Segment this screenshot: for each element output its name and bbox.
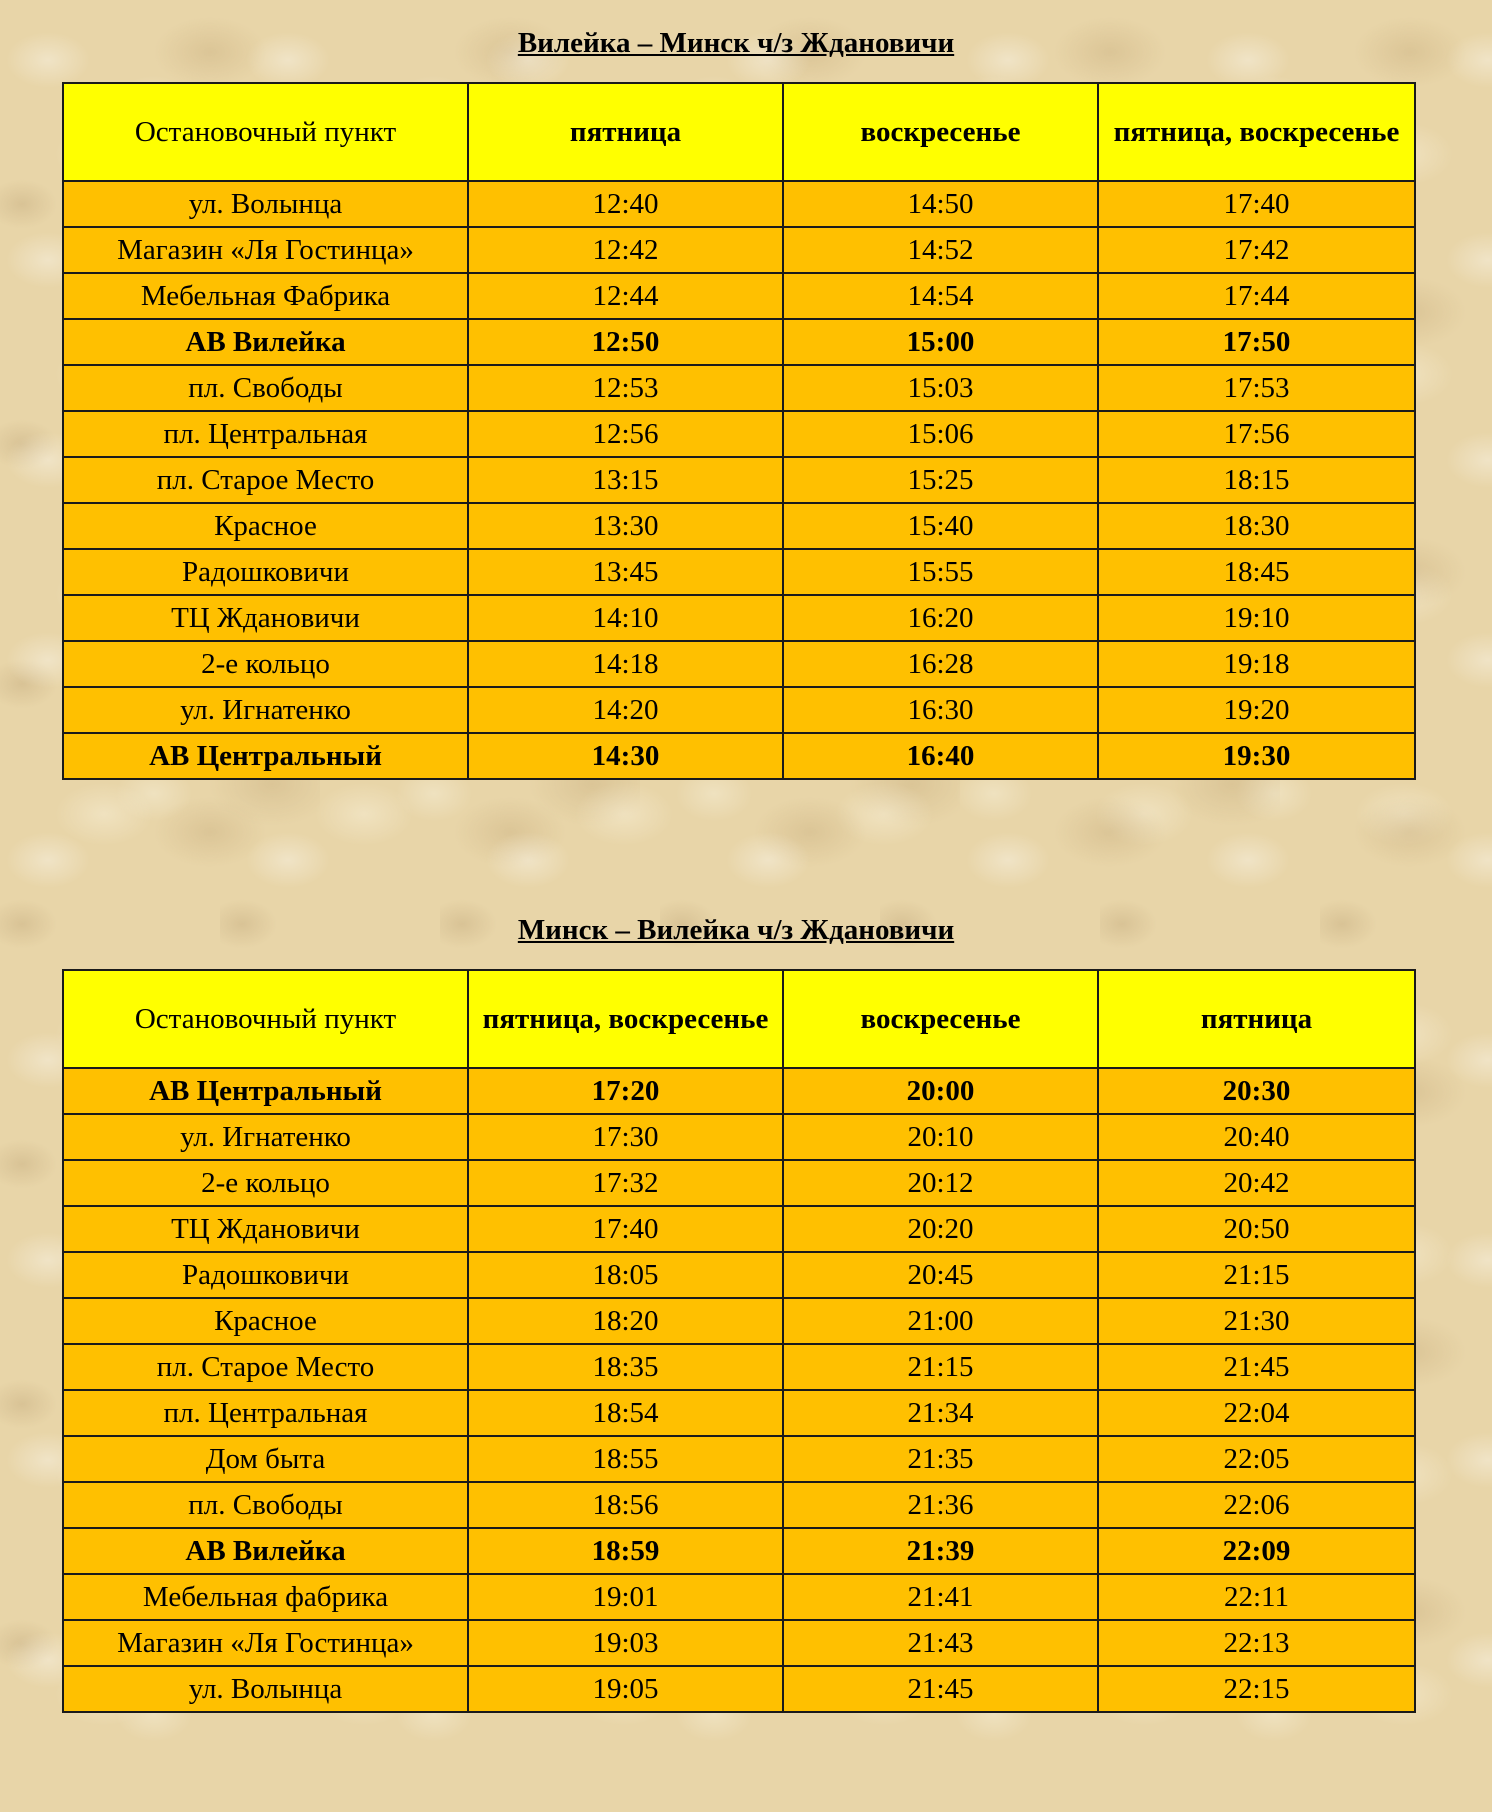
column-header-day: воскресенье <box>783 83 1098 181</box>
stop-name-cell: ул. Игнатенко <box>63 1114 468 1160</box>
stop-name-cell: АВ Вилейка <box>63 319 468 365</box>
departure-time-cell: 17:53 <box>1098 365 1415 411</box>
table-row <box>63 595 1415 641</box>
departure-time-cell: 19:03 <box>468 1620 783 1666</box>
stop-name-cell: 2-е кольцо <box>63 1160 468 1206</box>
departure-time-cell: 21:39 <box>783 1528 1098 1574</box>
departure-time-cell: 19:05 <box>468 1666 783 1712</box>
departure-time-cell: 13:15 <box>468 457 783 503</box>
stop-name-cell: ТЦ Ждановичи <box>63 595 468 641</box>
departure-time-cell: 21:00 <box>783 1298 1098 1344</box>
departure-time-cell: 14:50 <box>783 181 1098 227</box>
header-row <box>63 970 1415 1068</box>
departure-time-cell: 20:12 <box>783 1160 1098 1206</box>
departure-time-cell: 21:36 <box>783 1482 1098 1528</box>
table-row <box>63 1114 1415 1160</box>
departure-time-cell: 21:30 <box>1098 1298 1415 1344</box>
table-row <box>63 1620 1415 1666</box>
header-row <box>63 83 1415 181</box>
column-header-stop: Остановочный пункт <box>63 83 468 181</box>
departure-time-cell: 18:20 <box>468 1298 783 1344</box>
departure-time-cell: 19:20 <box>1098 687 1415 733</box>
departure-time-cell: 17:42 <box>1098 227 1415 273</box>
table-row <box>63 733 1415 779</box>
schedule-title-vileyka-minsk: Вилейка – Минск ч/з Ждановичи <box>517 27 955 59</box>
departure-time-cell: 14:18 <box>468 641 783 687</box>
departure-time-cell: 21:15 <box>1098 1252 1415 1298</box>
stop-name-cell: пл. Свободы <box>63 1482 468 1528</box>
departure-time-cell: 17:20 <box>468 1068 783 1114</box>
departure-time-cell: 19:01 <box>468 1574 783 1620</box>
table-body <box>63 1068 1415 1712</box>
table-row <box>63 1482 1415 1528</box>
table-row <box>63 641 1415 687</box>
stop-name-cell: Мебельная фабрика <box>63 1574 468 1620</box>
departure-time-cell: 18:55 <box>468 1436 783 1482</box>
departure-time-cell: 21:35 <box>783 1436 1098 1482</box>
departure-time-cell: 22:15 <box>1098 1666 1415 1712</box>
departure-time-cell: 18:59 <box>468 1528 783 1574</box>
departure-time-cell: 19:30 <box>1098 733 1415 779</box>
departure-time-cell: 21:45 <box>1098 1344 1415 1390</box>
stop-name-cell: АВ Центральный <box>63 733 468 779</box>
table-row <box>63 1436 1415 1482</box>
departure-time-cell: 16:28 <box>783 641 1098 687</box>
departure-time-cell: 20:45 <box>783 1252 1098 1298</box>
departure-time-cell: 15:03 <box>783 365 1098 411</box>
departure-time-cell: 14:10 <box>468 595 783 641</box>
column-header-day: пятница, воскресенье <box>468 970 783 1068</box>
stop-name-cell: ТЦ Ждановичи <box>63 1206 468 1252</box>
stop-name-cell: Дом быта <box>63 1436 468 1482</box>
departure-time-cell: 14:30 <box>468 733 783 779</box>
departure-time-cell: 21:15 <box>783 1344 1098 1390</box>
departure-time-cell: 17:44 <box>1098 273 1415 319</box>
departure-time-cell: 17:40 <box>468 1206 783 1252</box>
departure-time-cell: 12:40 <box>468 181 783 227</box>
column-header-day: воскресенье <box>783 970 1098 1068</box>
stop-name-cell: Магазин «Ля Гостинца» <box>63 1620 468 1666</box>
table-row <box>63 227 1415 273</box>
stop-name-cell: Мебельная Фабрика <box>63 273 468 319</box>
departure-time-cell: 18:15 <box>1098 457 1415 503</box>
departure-time-cell: 22:04 <box>1098 1390 1415 1436</box>
table-body <box>63 181 1415 779</box>
departure-time-cell: 12:53 <box>468 365 783 411</box>
stop-name-cell: Красное <box>63 1298 468 1344</box>
table-row <box>63 687 1415 733</box>
table-row <box>63 1344 1415 1390</box>
departure-time-cell: 20:00 <box>783 1068 1098 1114</box>
departure-time-cell: 18:56 <box>468 1482 783 1528</box>
departure-time-cell: 20:20 <box>783 1206 1098 1252</box>
departure-time-cell: 16:20 <box>783 595 1098 641</box>
departure-time-cell: 18:54 <box>468 1390 783 1436</box>
departure-time-cell: 13:30 <box>468 503 783 549</box>
table-row <box>63 1574 1415 1620</box>
departure-time-cell: 15:40 <box>783 503 1098 549</box>
table-row <box>63 549 1415 595</box>
table-row <box>63 1252 1415 1298</box>
column-header-stop: Остановочный пункт <box>63 970 468 1068</box>
schedule-table-vileyka-minsk <box>62 82 1416 780</box>
table-row <box>63 1160 1415 1206</box>
departure-time-cell: 22:09 <box>1098 1528 1415 1574</box>
stop-name-cell: Красное <box>63 503 468 549</box>
departure-time-cell: 16:40 <box>783 733 1098 779</box>
departure-time-cell: 12:56 <box>468 411 783 457</box>
departure-time-cell: 15:00 <box>783 319 1098 365</box>
table-row <box>63 1390 1415 1436</box>
column-header-day: пятница, воскресенье <box>1098 83 1415 181</box>
departure-time-cell: 20:50 <box>1098 1206 1415 1252</box>
stop-name-cell: Магазин «Ля Гостинца» <box>63 227 468 273</box>
stop-name-cell: ул. Игнатенко <box>63 687 468 733</box>
stop-name-cell: пл. Свободы <box>63 365 468 411</box>
table-row <box>63 1206 1415 1252</box>
departure-time-cell: 21:43 <box>783 1620 1098 1666</box>
departure-time-cell: 17:40 <box>1098 181 1415 227</box>
column-header-day: пятница <box>1098 970 1415 1068</box>
table-row <box>63 273 1415 319</box>
departure-time-cell: 15:25 <box>783 457 1098 503</box>
stop-name-cell: Радошковичи <box>63 549 468 595</box>
departure-time-cell: 14:52 <box>783 227 1098 273</box>
table-row <box>63 319 1415 365</box>
stop-name-cell: пл. Старое Место <box>63 1344 468 1390</box>
departure-time-cell: 13:45 <box>468 549 783 595</box>
departure-time-cell: 19:18 <box>1098 641 1415 687</box>
schedule-table-minsk-vileyka <box>62 969 1416 1713</box>
table-row <box>63 365 1415 411</box>
stop-name-cell: пл. Старое Место <box>63 457 468 503</box>
stop-name-cell: 2-е кольцо <box>63 641 468 687</box>
table-row <box>63 411 1415 457</box>
departure-time-cell: 22:13 <box>1098 1620 1415 1666</box>
schedule-title-minsk-vileyka: Минск – Вилейка ч/з Ждановичи <box>517 914 955 946</box>
table-row <box>63 1666 1415 1712</box>
departure-time-cell: 18:35 <box>468 1344 783 1390</box>
departure-time-cell: 17:32 <box>468 1160 783 1206</box>
departure-time-cell: 20:10 <box>783 1114 1098 1160</box>
table-header <box>63 83 1415 181</box>
departure-time-cell: 18:30 <box>1098 503 1415 549</box>
departure-time-cell: 17:56 <box>1098 411 1415 457</box>
departure-time-cell: 18:05 <box>468 1252 783 1298</box>
departure-time-cell: 20:40 <box>1098 1114 1415 1160</box>
departure-time-cell: 21:41 <box>783 1574 1098 1620</box>
column-header-day: пятница <box>468 83 783 181</box>
departure-time-cell: 18:45 <box>1098 549 1415 595</box>
stop-name-cell: ул. Волынца <box>63 1666 468 1712</box>
departure-time-cell: 14:20 <box>468 687 783 733</box>
departure-time-cell: 14:54 <box>783 273 1098 319</box>
stop-name-cell: Радошковичи <box>63 1252 468 1298</box>
departure-time-cell: 12:50 <box>468 319 783 365</box>
table-row <box>63 1298 1415 1344</box>
departure-time-cell: 20:30 <box>1098 1068 1415 1114</box>
table-row <box>63 1528 1415 1574</box>
stop-name-cell: АВ Центральный <box>63 1068 468 1114</box>
departure-time-cell: 15:06 <box>783 411 1098 457</box>
stop-name-cell: ул. Волынца <box>63 181 468 227</box>
stop-name-cell: пл. Центральная <box>63 411 468 457</box>
departure-time-cell: 21:45 <box>783 1666 1098 1712</box>
departure-time-cell: 22:11 <box>1098 1574 1415 1620</box>
table-row <box>63 457 1415 503</box>
departure-time-cell: 17:50 <box>1098 319 1415 365</box>
stop-name-cell: АВ Вилейка <box>63 1528 468 1574</box>
departure-time-cell: 22:06 <box>1098 1482 1415 1528</box>
table-row <box>63 503 1415 549</box>
departure-time-cell: 21:34 <box>783 1390 1098 1436</box>
departure-time-cell: 17:30 <box>468 1114 783 1160</box>
table-header <box>63 970 1415 1068</box>
table-row <box>63 1068 1415 1114</box>
table-row <box>63 181 1415 227</box>
stop-name-cell: пл. Центральная <box>63 1390 468 1436</box>
departure-time-cell: 22:05 <box>1098 1436 1415 1482</box>
departure-time-cell: 20:42 <box>1098 1160 1415 1206</box>
departure-time-cell: 15:55 <box>783 549 1098 595</box>
departure-time-cell: 12:44 <box>468 273 783 319</box>
departure-time-cell: 19:10 <box>1098 595 1415 641</box>
departure-time-cell: 12:42 <box>468 227 783 273</box>
departure-time-cell: 16:30 <box>783 687 1098 733</box>
